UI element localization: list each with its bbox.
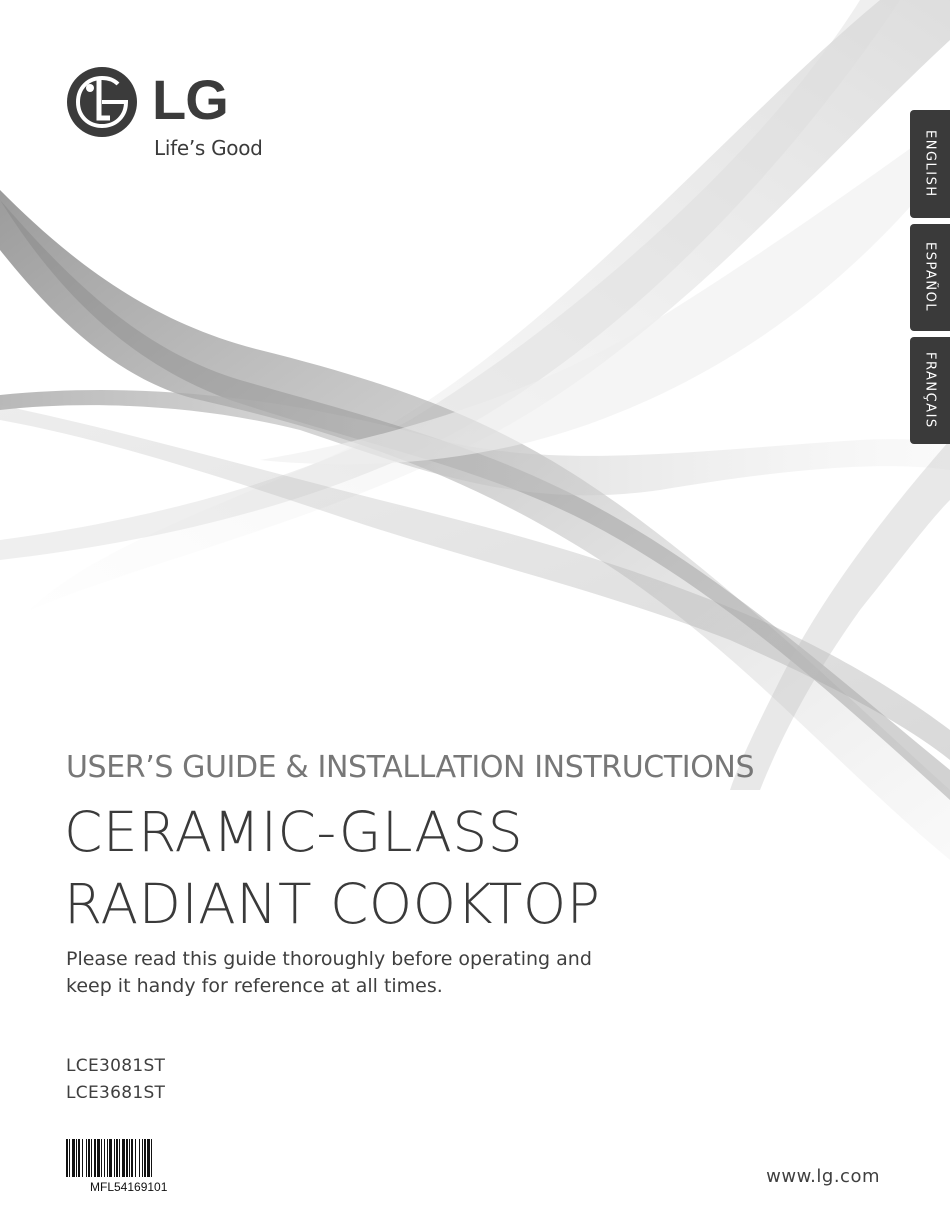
brand-tagline: Life’s Good [154,136,263,160]
tab-francais[interactable] [910,337,950,444]
product-title-line-1: CERAMIC-GLASS [64,800,524,864]
lg-wordmark: LG [152,68,228,131]
model-number: LCE3681ST [66,1083,166,1103]
tab-english[interactable] [910,110,950,218]
tab-francais-label: FRANÇAIS [922,352,938,429]
tab-espanol-label: ESPAÑOL [922,242,938,313]
reading-instructions-line-2: keep it handy for reference at all times. [66,975,443,997]
reading-instructions [66,946,686,1000]
website-link[interactable]: www.lg.com [766,1166,880,1187]
document-subtitle: USER’S GUIDE & INSTALLATION INSTRUCTIONS [66,750,755,785]
reading-instructions-line-1: Please read this guide thoroughly before operating and [66,948,592,970]
tab-english-label: ENGLISH [922,130,938,198]
product-title-line-2: RADIANT COOKTOP [64,872,601,936]
barcode-graphic [66,1139,204,1177]
tab-espanol[interactable] [910,224,950,331]
lg-face-logo-icon [66,66,138,138]
part-number: MFL54169101 [90,1180,168,1194]
model-number: LCE3081ST [66,1056,166,1076]
